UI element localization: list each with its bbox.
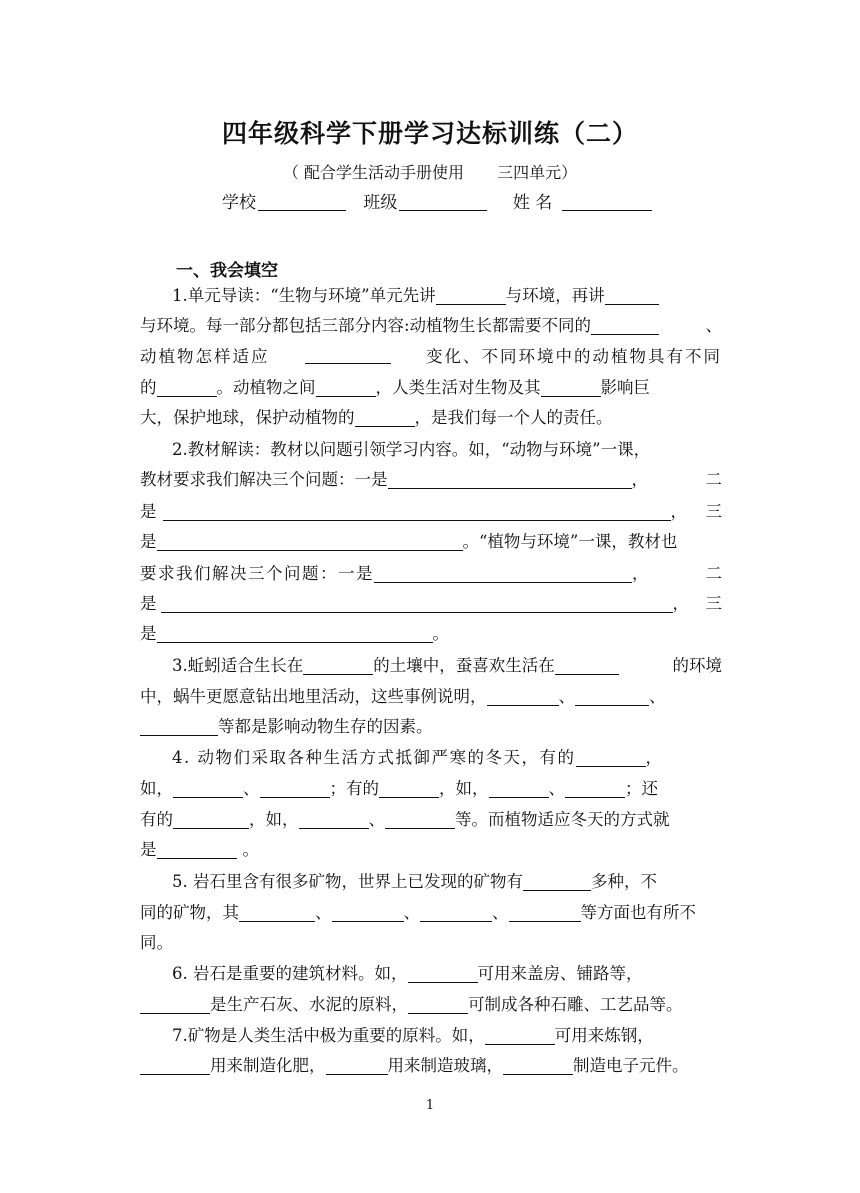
answer-blank[interactable] [374, 562, 632, 583]
q1-text: 变化、不同环境中的动植物具有不同 [426, 347, 722, 366]
answer-blank[interactable] [485, 1024, 555, 1045]
q2-text: ， [632, 564, 649, 583]
q3-text: 3.蚯蚓适合生长在 [172, 656, 304, 675]
answer-blank[interactable] [605, 284, 659, 305]
q3-text: 等都是影响动物生存的因素。 [218, 717, 433, 736]
q1-text: ，人类生活对生物及其 [375, 378, 541, 397]
q4-text: ，如， [439, 779, 489, 798]
answer-blank[interactable] [576, 746, 646, 767]
answer-blank[interactable] [299, 808, 369, 829]
q1-text: 影响巨 [600, 378, 650, 397]
question-2-line-6 [140, 590, 722, 618]
question-5-line-2 [140, 899, 722, 927]
subtitle [0, 160, 860, 183]
answer-blank[interactable] [523, 870, 591, 891]
answer-blank[interactable] [388, 468, 632, 489]
q4-text: 、 [243, 779, 260, 798]
q6-text: 6. 岩石是重要的建筑材料。如， [172, 964, 408, 983]
question-5-line-3: 同。 [140, 933, 173, 952]
q5-text: 、 [315, 903, 332, 922]
answer-blank[interactable] [487, 685, 559, 706]
question-2-line-4 [140, 528, 722, 556]
q1-text: ，是我们每一个人的责任。 [414, 408, 613, 427]
q1-text: 1.单元导读：“生物与环境”单元先讲 [172, 286, 436, 305]
q2-text: 是 [140, 532, 157, 551]
answer-blank[interactable] [355, 406, 415, 427]
q2-text: 二 [705, 470, 722, 489]
question-4-line-3 [140, 806, 722, 834]
q2-text: 是 [140, 624, 157, 643]
q4-text: ，如， [249, 810, 299, 829]
answer-blank[interactable] [420, 901, 492, 922]
q7-text: 7.矿物是人类生活中极为重要的原料。如， [172, 1026, 485, 1045]
answer-blank[interactable] [305, 343, 391, 364]
answer-blank[interactable] [239, 901, 315, 922]
answer-blank[interactable] [163, 500, 671, 521]
q2-text: ， [670, 502, 687, 521]
page-number: 1 [425, 1098, 435, 1113]
q5-text: 多种，不 [591, 872, 657, 891]
question-5-line-1 [172, 868, 722, 896]
answer-blank[interactable] [408, 993, 468, 1014]
q6-text: 是生产石灰、水泥的原料， [210, 995, 408, 1014]
question-3-line-1 [172, 652, 722, 680]
question-2-line-3 [140, 498, 722, 526]
question-2-line-1: 2.教材解读：教材以问题引领学习内容。如，“动物与环境”一课， [172, 440, 651, 459]
q1-text: 的 [140, 378, 157, 397]
question-4-line-1 [172, 744, 722, 772]
answer-blank[interactable] [157, 838, 237, 859]
answer-blank[interactable] [140, 715, 218, 736]
question-4-line-2 [140, 775, 722, 803]
question-2-line-2 [140, 466, 722, 494]
answer-blank[interactable] [541, 376, 601, 397]
q1-text: 与环境。每一部分都包括三部分内容:动植物生长都需要不同的 [140, 316, 592, 335]
q6-text: 可制成各种石雕、工艺品等。 [468, 995, 683, 1014]
question-7-line-2 [140, 1052, 722, 1080]
q2-text: 要求我们解决三个问题：一是 [140, 564, 374, 583]
q7-text: 可用来炼钢， [554, 1026, 654, 1045]
q7-text: 制造电子元件。 [573, 1056, 689, 1075]
name-label: 姓 名 [512, 193, 553, 213]
subtitle-usage: （ 配合学生活动手册使用 [282, 163, 464, 182]
question-4-line-4 [140, 836, 722, 864]
answer-blank[interactable] [385, 808, 455, 829]
answer-blank[interactable] [326, 1054, 388, 1075]
answer-blank[interactable] [509, 901, 581, 922]
q3-text: 、 [558, 687, 575, 706]
subtitle-units: 三四单元） [497, 163, 578, 182]
q1-text: 。动植物之间 [216, 378, 316, 397]
q3-text: 的土壤中，蚕喜欢生活在 [373, 656, 555, 675]
question-1-line-3 [140, 343, 722, 371]
page-title: 四年级科学下册学习达标训练（二） [221, 119, 638, 148]
answer-blank[interactable] [260, 777, 330, 798]
q2-text: ， [672, 594, 689, 613]
answer-blank[interactable] [157, 530, 463, 551]
q2-text: 三 [705, 502, 722, 521]
q1-text: 与环境，再讲 [505, 286, 605, 305]
answer-blank[interactable] [140, 993, 210, 1014]
question-1-line-4 [140, 374, 722, 402]
q4-text: 等。而植物适应冬天的方式就 [455, 810, 670, 829]
answer-blank[interactable] [303, 654, 373, 675]
class-label: 班级 [363, 193, 398, 213]
answer-blank[interactable] [173, 808, 249, 829]
q4-text: 如， [140, 779, 173, 798]
answer-blank[interactable] [173, 777, 243, 798]
q4-text: 4. 动物们采取各种生活方式抵御严寒的冬天，有的 [172, 748, 576, 767]
school-label: 学校 [222, 193, 256, 213]
q7-text: 用来制造玻璃， [387, 1056, 503, 1075]
q2-text: 。 [432, 624, 449, 643]
answer-blank[interactable] [436, 284, 506, 305]
answer-blank[interactable] [157, 376, 217, 397]
q4-text: ， [645, 748, 662, 767]
q1-text: 、 [705, 316, 722, 335]
answer-blank[interactable] [332, 901, 404, 922]
question-3-line-3 [140, 713, 722, 741]
q2-text: 是 [140, 594, 157, 613]
question-2-line-5 [140, 560, 722, 588]
section-heading: 一、我会填空 [176, 261, 278, 281]
q5-text: 同的矿物，其 [140, 903, 239, 922]
q1-text: 动植物怎样适应 [140, 347, 270, 366]
q4-text: ；还 [625, 779, 658, 798]
q4-text: 有的 [140, 810, 173, 829]
question-2-line-7 [140, 620, 722, 648]
answer-blank[interactable] [565, 777, 625, 798]
q2-text: 。“植物与环境”一课，教材也 [462, 532, 678, 551]
school-blank[interactable] [258, 192, 346, 211]
q5-text: 、 [492, 903, 509, 922]
q6-text: 可用来盖房、铺路等， [477, 964, 643, 983]
q2-text: 二 [705, 564, 722, 583]
q5-text: 5. 岩石里含有很多矿物，世界上已发现的矿物有 [172, 872, 523, 891]
q2-text: 三 [705, 594, 722, 613]
q2-text: 是 [140, 502, 157, 521]
answer-blank[interactable] [489, 777, 549, 798]
class-blank[interactable] [399, 192, 487, 211]
question-1-line-5 [140, 404, 722, 432]
answer-blank[interactable] [161, 592, 673, 613]
q3-text: 中，蜗牛更愿意钻出地里活动，这些事例说明， [140, 687, 487, 706]
answer-blank[interactable] [575, 685, 649, 706]
q5-text: 等方面也有所不 [580, 903, 696, 922]
answer-blank[interactable] [157, 622, 433, 643]
name-blank[interactable] [562, 192, 652, 211]
q1-text: 大，保护地球，保护动植物的 [140, 408, 355, 427]
q4-text: 、 [368, 810, 385, 829]
student-info-row [222, 188, 664, 213]
answer-blank[interactable] [379, 777, 439, 798]
question-6-line-1 [172, 960, 722, 988]
q4-text: 、 [548, 779, 565, 798]
q7-text: 用来制造化肥， [210, 1056, 326, 1075]
answer-blank[interactable] [503, 1054, 573, 1075]
answer-blank[interactable] [316, 376, 376, 397]
answer-blank[interactable] [408, 962, 478, 983]
question-1-line-1 [172, 282, 722, 310]
q4-text: 。 [242, 840, 259, 859]
q5-text: 、 [403, 903, 420, 922]
question-7-line-1 [172, 1022, 722, 1050]
q2-text: 教材要求我们解决三个问题：一是 [140, 470, 388, 489]
q3-text: 、 [649, 687, 666, 706]
q3-text: 的环境 [672, 656, 722, 675]
q2-text: ， [631, 470, 648, 489]
q4-text: 是 [140, 840, 157, 859]
answer-blank[interactable] [140, 1054, 210, 1075]
question-1-line-2 [140, 312, 722, 340]
answer-blank[interactable] [555, 654, 619, 675]
question-3-line-2 [140, 683, 722, 711]
question-6-line-2 [140, 991, 722, 1019]
q4-text: ；有的 [329, 779, 379, 798]
answer-blank[interactable] [591, 314, 659, 335]
